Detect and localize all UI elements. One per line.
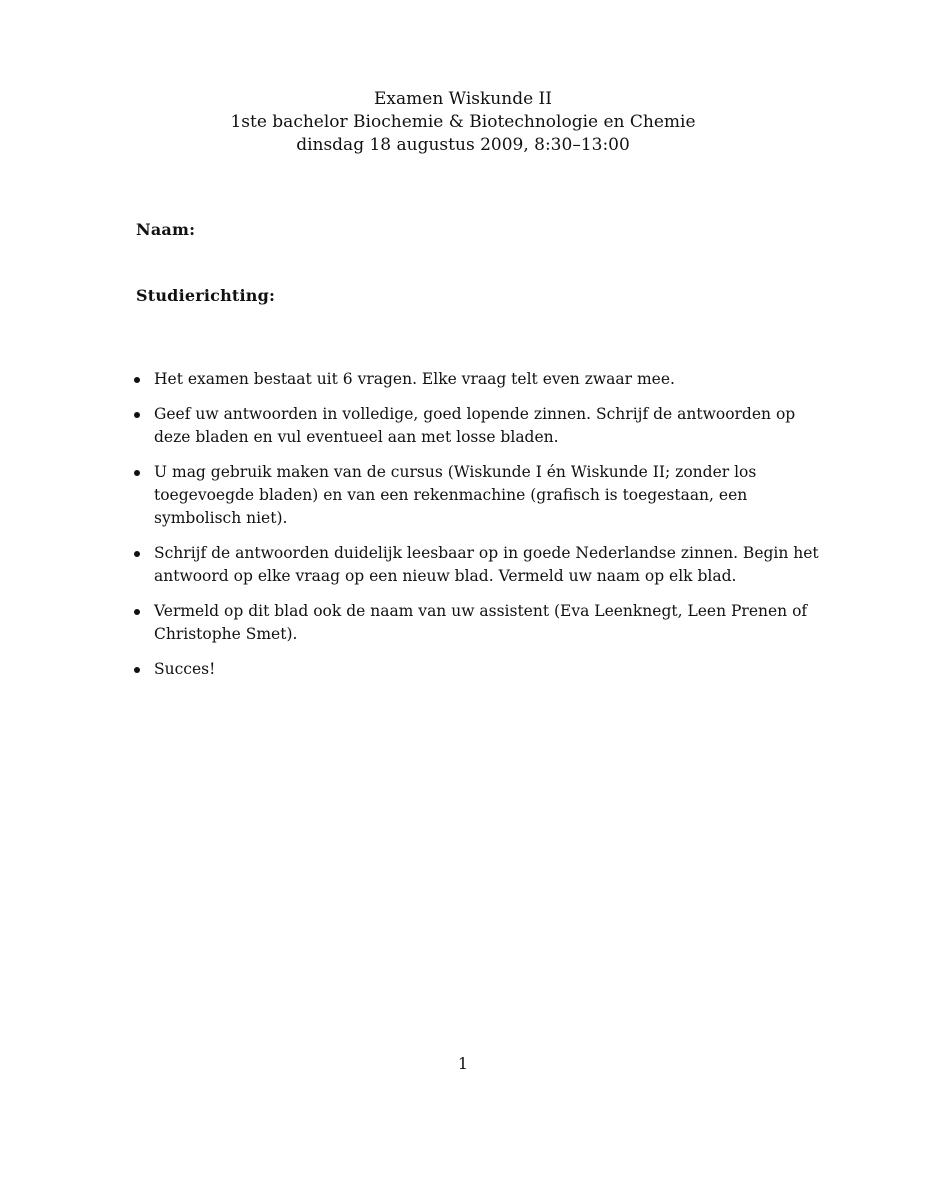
instruction-item: [134, 600, 824, 646]
instruction-item: [134, 368, 824, 391]
instruction-text: Vermeld op dit blad ook de naam van uw assistent (Eva Leenknegt, Leen Prenen of Christophe Smet).: [154, 602, 808, 643]
bullet-icon: [134, 551, 140, 557]
instruction-text: Geef uw antwoorden in volledige, goed lopende zinnen. Schrijf de antwoorden op deze bladen en vul eventueel aan met losse bladen.: [154, 405, 796, 446]
exam-header: [0, 88, 926, 157]
instruction-item: [134, 403, 824, 449]
exam-date-time: dinsdag 18 augustus 2009, 8:30–13:00: [296, 135, 630, 155]
study-program-label: Studierichting:: [136, 286, 276, 305]
instruction-text: Het examen bestaat uit 6 vragen. Elke vraag telt even zwaar mee.: [154, 370, 675, 388]
instruction-item: [134, 658, 824, 681]
name-label: Naam:: [136, 220, 196, 239]
exam-title: Examen Wiskunde II: [374, 89, 552, 109]
instructions-list: [134, 368, 824, 693]
bullet-icon: [134, 667, 140, 673]
instruction-item: [134, 461, 824, 530]
bullet-icon: [134, 377, 140, 383]
page-number: 1: [457, 1054, 469, 1073]
exam-program: 1ste bachelor Biochemie & Biotechnologie en Chemie: [230, 112, 696, 132]
bullet-icon: [134, 470, 140, 476]
bullet-icon: [134, 412, 140, 418]
instruction-text: Schrijf de antwoorden duidelijk leesbaar op in goede Nederlandse zinnen. Begin het antwoord op elke vraag op een nieuw blad. Vermeld uw naam op elk blad.: [154, 544, 819, 585]
bullet-icon: [134, 609, 140, 615]
instruction-item: [134, 542, 824, 588]
instruction-text: U mag gebruik maken van de cursus (Wiskunde I én Wiskunde II; zonder los toegevoegde bladen) en van een rekenmachine (grafisch is toegestaan, een symbolisch niet).: [154, 463, 757, 527]
instruction-text: Succes!: [154, 660, 216, 678]
